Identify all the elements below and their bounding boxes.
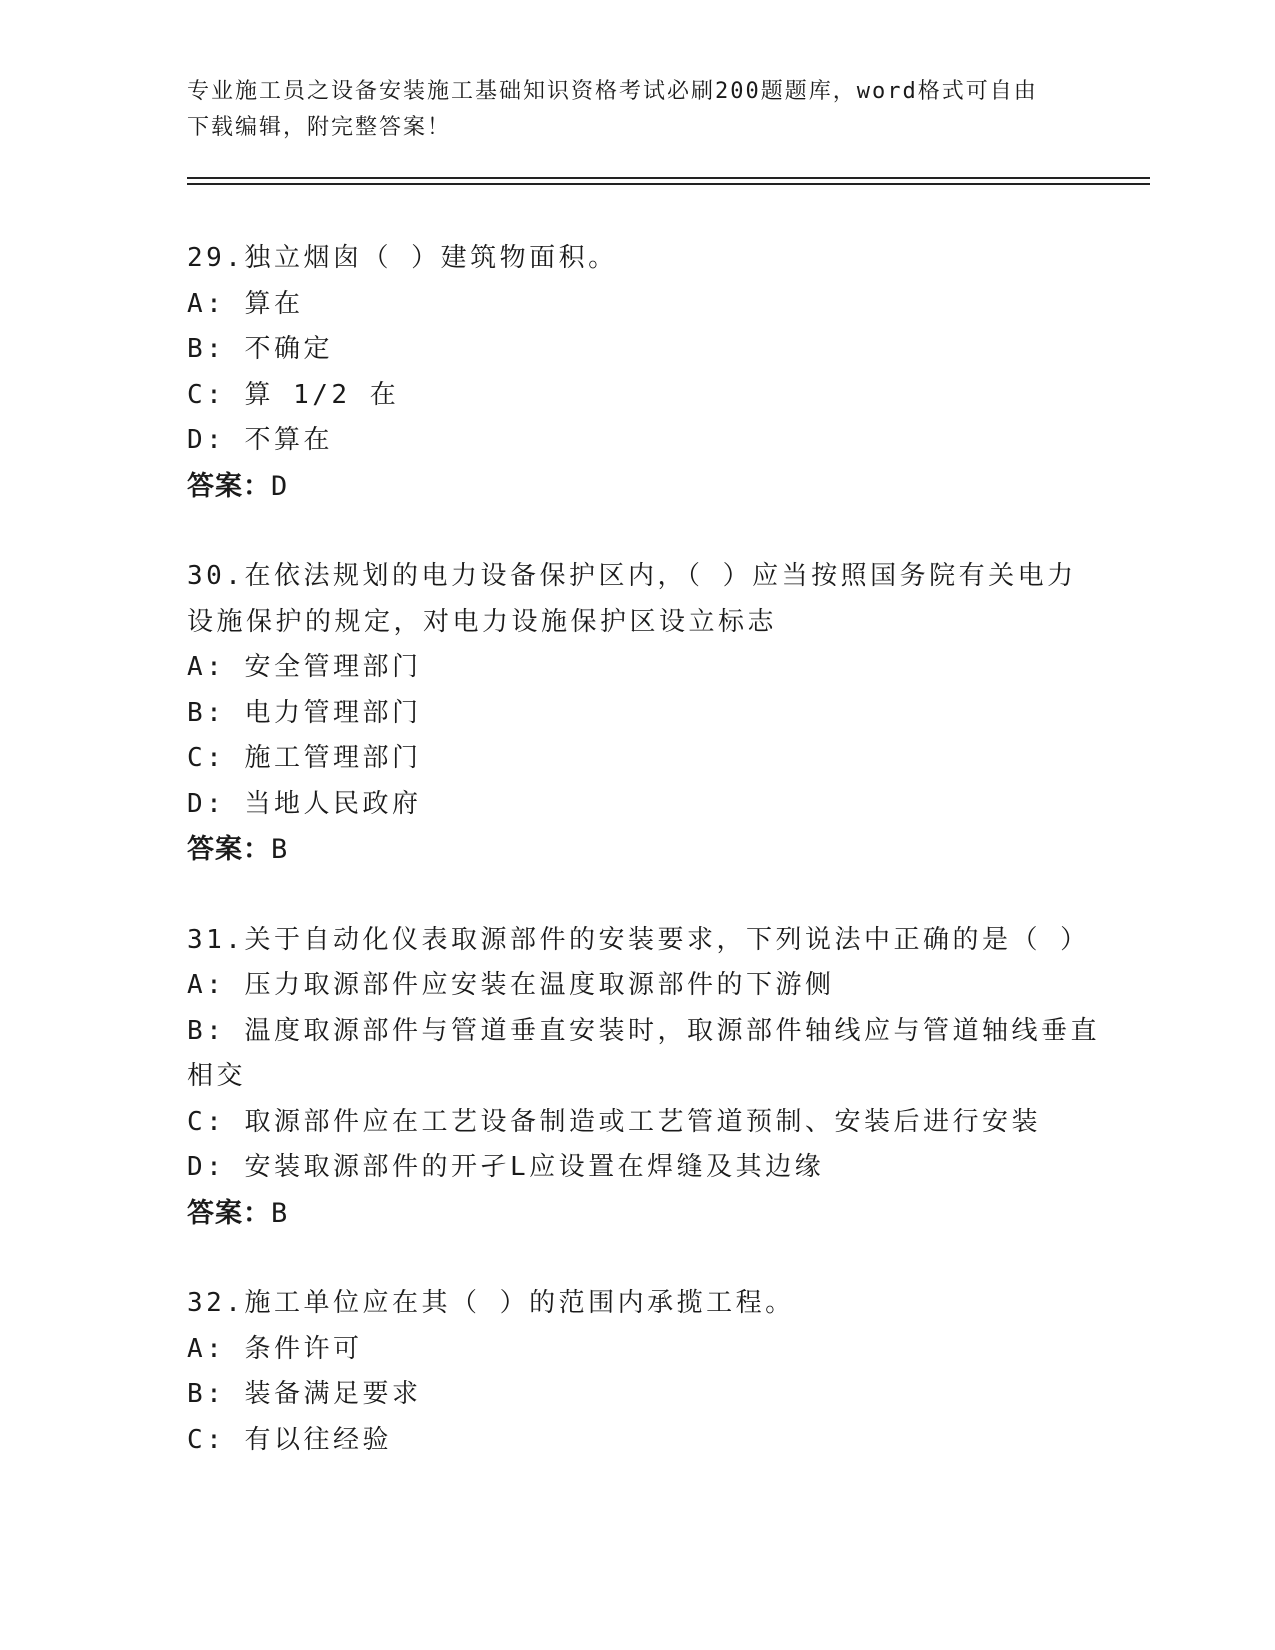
header-line-1: 专业施工员之设备安装施工基础知识资格考试必刷200题题库，word格式可自由 bbox=[187, 79, 1038, 104]
answer-label: 答案： bbox=[187, 470, 271, 502]
question-32 bbox=[187, 1281, 1087, 1463]
answer-line bbox=[187, 464, 1087, 510]
answer-line bbox=[187, 827, 1087, 873]
question-31 bbox=[187, 918, 1100, 1237]
document-header bbox=[187, 74, 1087, 146]
question-stem: 32.施工单位应在其（ ）的范围内承揽工程。 bbox=[187, 1288, 795, 1318]
option-c: C: 算 1/2 在 bbox=[187, 379, 400, 410]
option-b: B: 不确定 bbox=[187, 334, 333, 364]
option-c: C: 取源部件应在工艺设备制造或工艺管道预制、安装后进行安装 bbox=[187, 1106, 1041, 1137]
answer-label: 答案： bbox=[187, 834, 271, 865]
question-stem-continued: 设施保护的规定，对电力设施保护区设立标志 bbox=[187, 606, 778, 637]
option-d: D: 当地人民政府 bbox=[187, 788, 422, 819]
question-29 bbox=[187, 236, 1087, 509]
question-stem: 31.关于自动化仪表取源部件的安装要求，下列说法中正确的是（ ） bbox=[187, 924, 1090, 955]
answer-value: B bbox=[271, 1197, 289, 1229]
option-b: B: 电力管理部门 bbox=[187, 697, 422, 728]
option-b: B: 温度取源部件与管道垂直安装时，取源部件轴线应与管道轴线垂直 bbox=[187, 1015, 1100, 1046]
header-divider-bottom bbox=[187, 183, 1150, 185]
option-a: A: 压力取源部件应安装在温度取源部件的下游侧 bbox=[187, 970, 835, 1000]
option-b: B: 装备满足要求 bbox=[187, 1379, 422, 1409]
header-line-2: 下载编辑，附完整答案！ bbox=[187, 115, 452, 140]
answer-label: 答案： bbox=[187, 1197, 271, 1229]
option-d: D: 安装取源部件的开孑L应设置在焊缝及其边缘 bbox=[187, 1152, 825, 1182]
question-stem: 30.在依法规划的电力设备保护区内，（ ）应当按照国务院有关电力 bbox=[187, 561, 1077, 591]
answer-line bbox=[187, 1191, 1087, 1237]
option-a: A: 安全管理部门 bbox=[187, 652, 422, 682]
option-a: A: 条件许可 bbox=[187, 1333, 363, 1364]
option-b-continued: 相交 bbox=[187, 1061, 247, 1091]
option-c: C: 有以往经验 bbox=[187, 1424, 392, 1455]
option-d: D: 不算在 bbox=[187, 425, 333, 455]
question-list bbox=[187, 236, 1100, 1508]
answer-value: D bbox=[271, 470, 289, 502]
answer-value: B bbox=[271, 834, 289, 865]
option-a: A: 算在 bbox=[187, 288, 304, 319]
option-c: C: 施工管理部门 bbox=[187, 743, 422, 773]
question-stem: 29.独立烟囱（ ）建筑物面积。 bbox=[187, 243, 618, 273]
header-divider-top bbox=[187, 177, 1150, 179]
question-30 bbox=[187, 554, 1087, 873]
